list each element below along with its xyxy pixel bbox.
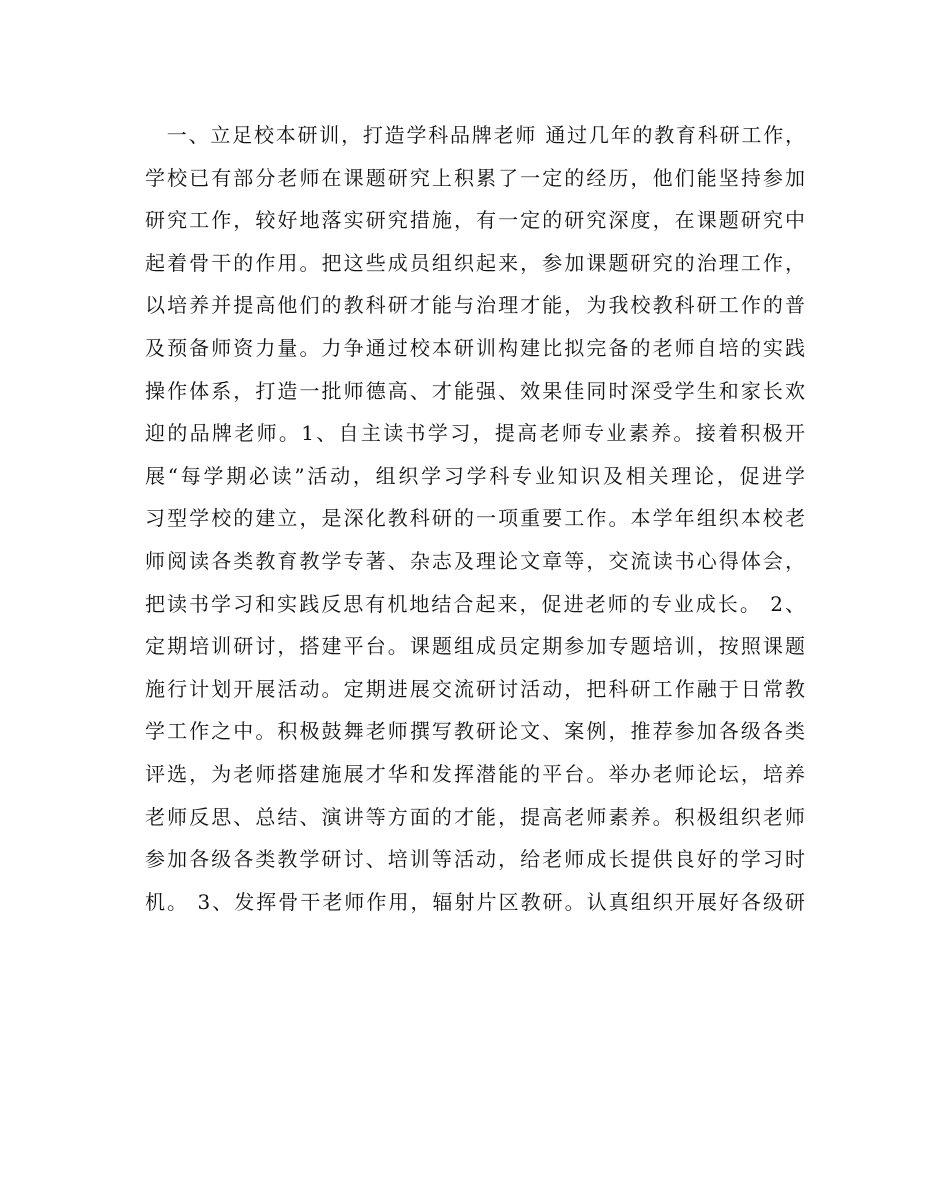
- text-line: 参加各级各类教学研讨、培训等活动，给老师成长提供良好的学习时: [145, 847, 805, 872]
- text-line: 一、立足校本研训，打造学科品牌老师 通过几年的教育科研工作，: [145, 123, 805, 147]
- text-line: 研究工作，较好地落实研究措施，有一定的研究深度，在课题研究中: [145, 208, 805, 233]
- text-line: 把读书学习和实践反思有机地结合起来，促进老师的专业成长。 2、: [145, 591, 805, 616]
- text-line: 学工作之中。积极鼓舞老师撰写教研论文、案例，推荐参加各级各类: [145, 719, 805, 744]
- text-line: 机。 3、发挥骨干老师作用，辐射片区教研。认真组织开展好各级研: [145, 889, 805, 914]
- text-line: 展“每学期必读”活动，组织学习学科专业知识及相关理论，促进学: [145, 463, 805, 488]
- text-line: 老师反思、总结、演讲等方面的才能，提高老师素养。积极组织老师: [145, 804, 805, 829]
- text-line: 迎的品牌老师。1、自主读书学习，提高老师专业素养。接着积极开: [145, 421, 805, 446]
- text-line: 起着骨干的作用。把这些成员组织起来，参加课题研究的治理工作，: [145, 250, 805, 275]
- text-line: 操作体系，打造一批师德高、才能强、效果佳同时深受学生和家长欢: [145, 378, 805, 403]
- body-text: [145, 114, 805, 923]
- text-line: 施行计划开展活动。定期进展交流研讨活动，把科研工作融于日常教: [145, 676, 805, 701]
- text-line: 评选，为老师搭建施展才华和发挥潜能的平台。举办老师论坛，培养: [145, 761, 805, 786]
- text-line: 及预备师资力量。力争通过校本研训构建比拟完备的老师自培的实践: [145, 335, 805, 360]
- text-line: 以培养并提高他们的教科研才能与治理才能，为我校教科研工作的普: [145, 293, 805, 318]
- text-line: 学校已有部分老师在课题研究上积累了一定的经历，他们能坚持参加: [145, 165, 805, 190]
- text-line: 师阅读各类教育教学专著、杂志及理论文章等，交流读书心得体会，: [145, 548, 805, 573]
- text-line: 习型学校的建立，是深化教科研的一项重要工作。本学年组织本校老: [145, 506, 805, 531]
- text-line: 定期培训研讨，搭建平台。课题组成员定期参加专题培训，按照课题: [145, 634, 805, 659]
